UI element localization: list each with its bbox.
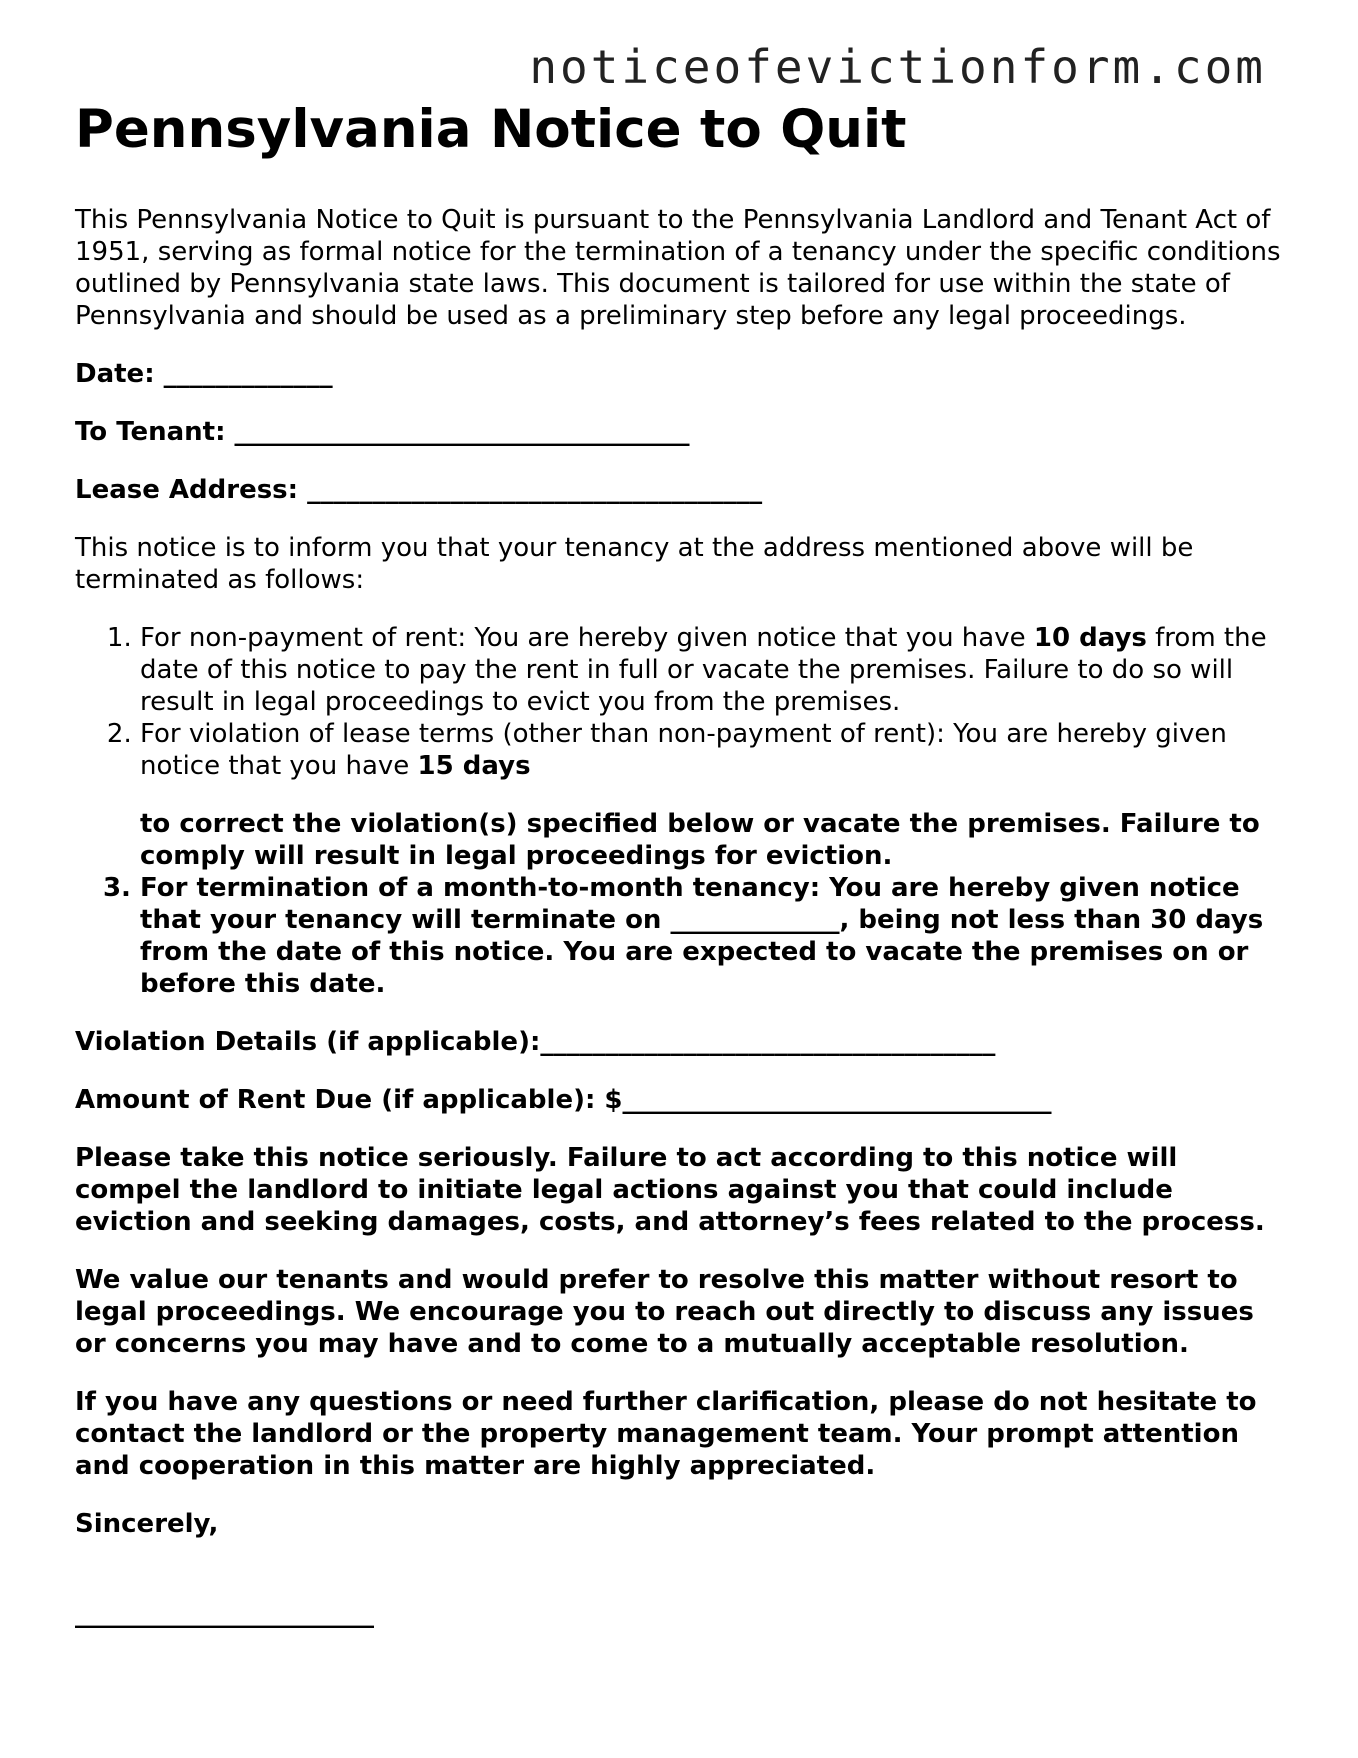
document-title: Pennsylvania Notice to Quit xyxy=(75,99,907,160)
list-item-nonpayment xyxy=(140,622,1285,718)
item2-text-a: For violation of lease terms (other than non-payment of rent): You are hereby given notice that you have xyxy=(140,719,1227,781)
signature-line: _______________________ xyxy=(75,1599,374,1629)
notice-intro: This notice is to inform you that your tenancy at the address mentioned above will be terminated as follows: xyxy=(75,533,1194,595)
item2-text-c: to correct the violation(s) specified below or vacate the premises. Failure to comply will result in legal proceedings for eviction. xyxy=(140,809,1260,871)
date-field: Date: _____________ xyxy=(75,359,333,389)
watermark: noticeofevictionform.com xyxy=(529,40,1266,94)
intro-paragraph: This Pennsylvania Notice to Quit is pursuant to the Pennsylvania Landlord and Tenant Act of 1951, serving as formal notice for the termination of a tenancy under the specific conditions outlined by Pennsylvania state laws. This document is tailored for use within the state of Pennsylvania and should be used as a preliminary step before any legal proceedings. xyxy=(75,205,1281,331)
document-page xyxy=(75,92,1285,1630)
closing: Sincerely, xyxy=(75,1509,219,1539)
violation-details-field: Violation Details (if applicable):___________________________________ xyxy=(75,1027,996,1057)
item1-days: 10 days xyxy=(1033,623,1147,653)
item1-text-a: For non-payment of rent: You are hereby given notice that you have xyxy=(140,623,1034,653)
item1-text-c: from the date of this notice to pay the rent in full or vacate the premises. Failure to do so will result in legal proceedings to evict you from the premises. xyxy=(140,623,1267,717)
rent-due-field: Amount of Rent Due (if applicable): $_________________________________ xyxy=(75,1085,1052,1115)
resolution-paragraph: We value our tenants and would prefer to resolve this matter without resort to legal proceedings. We encourage you to reach out directly to discuss any issues or concerns you may have and to come to a mutually acceptable resolution. xyxy=(75,1265,1254,1359)
warning-paragraph: Please take this notice seriously. Failure to act according to this notice will compel the landlord to initiate legal actions against you that could include eviction and seeking damages, costs, and attorney’s fees related to the process. xyxy=(75,1143,1265,1237)
list-item-month-to-month: 3. For termination of a month-to-month tenancy: You are hereby given notice that your tenancy will terminate on _____________, being not less than 30 days from the date of this notice. You are expected to vacate the premises on or before this date. xyxy=(140,872,1285,1000)
termination-list xyxy=(75,622,1285,1000)
contact-paragraph: If you have any questions or need further clarification, please do not hesitate to contact the landlord or the property management team. Your prompt attention and cooperation in this matter are highly appreciated. xyxy=(75,1387,1257,1481)
item2-days: 15 days xyxy=(417,751,531,781)
list-item-violation xyxy=(140,718,1285,872)
tenant-field: To Tenant: ___________________________________ xyxy=(75,417,690,447)
lease-address-field: Lease Address: ___________________________________ xyxy=(75,475,763,505)
